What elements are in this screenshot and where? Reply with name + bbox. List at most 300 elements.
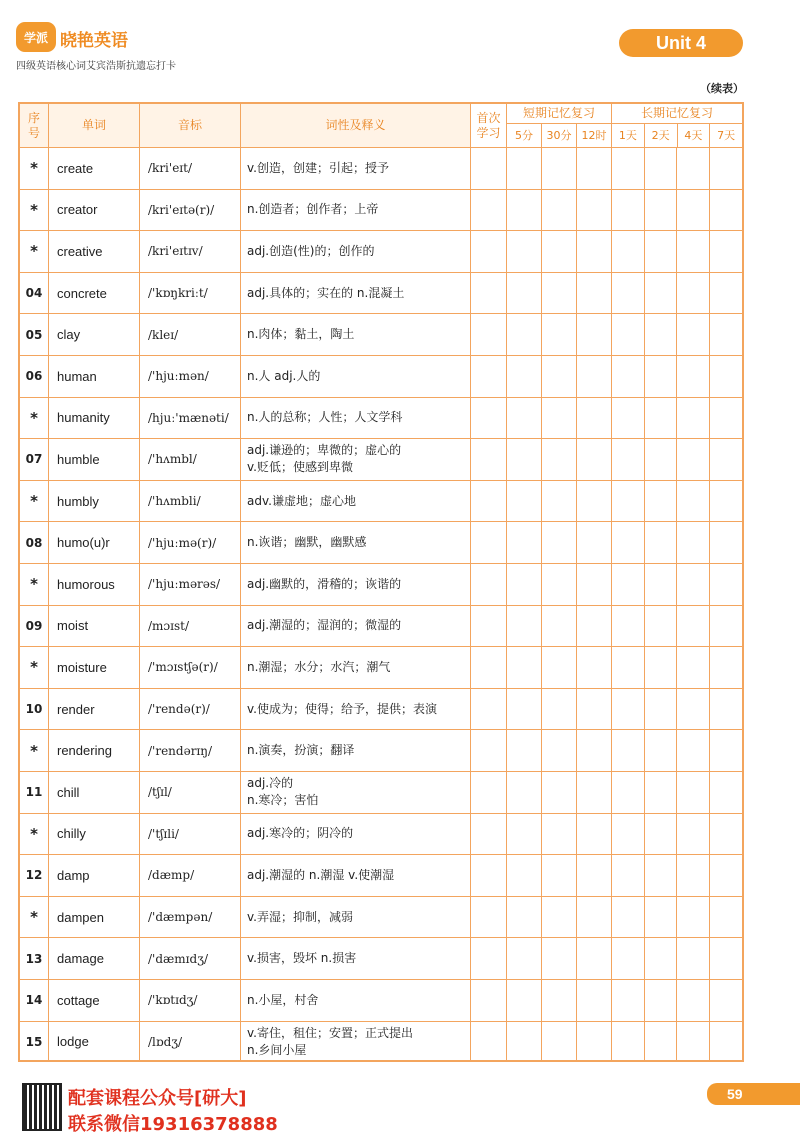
- review-checkbox-cell[interactable]: [677, 356, 710, 397]
- review-checkbox-cell[interactable]: [612, 356, 645, 397]
- review-checkbox-cell[interactable]: [612, 938, 645, 979]
- review-checkbox-cell[interactable]: [542, 356, 577, 397]
- review-checkbox-cell[interactable]: [645, 398, 678, 439]
- review-checkbox-cell[interactable]: [577, 314, 612, 355]
- review-checkbox-cell[interactable]: [507, 481, 542, 522]
- row-phonetic-text: /'rendə(r)/: [148, 702, 210, 717]
- review-checkbox-cell[interactable]: [677, 231, 710, 272]
- review-checkbox-cell[interactable]: [577, 398, 612, 439]
- review-checkbox-cell[interactable]: [507, 231, 542, 272]
- row-index: [20, 814, 49, 855]
- review-checkbox-cell[interactable]: [645, 481, 678, 522]
- definition-line: n.人的总称；人性；人文学科: [247, 410, 403, 425]
- review-checkbox-cell[interactable]: [677, 190, 710, 231]
- review-checkbox-cell[interactable]: [577, 1022, 612, 1063]
- review-checkbox-cell[interactable]: [471, 273, 507, 314]
- review-checkbox-cell[interactable]: [471, 647, 507, 688]
- page-number: 59: [707, 1083, 800, 1105]
- row-index-text: *: [30, 408, 38, 427]
- review-checkbox-cell[interactable]: [645, 814, 678, 855]
- review-checkbox-cell[interactable]: [645, 606, 678, 647]
- review-checkbox-cell[interactable]: [577, 980, 612, 1021]
- row-phonetic-text: /'hʌmbli/: [148, 494, 201, 509]
- review-checkbox-cell[interactable]: [710, 314, 743, 355]
- row-index-text: 10: [25, 702, 43, 717]
- definition-lines: [247, 938, 470, 979]
- review-checkbox-cell[interactable]: [710, 814, 743, 855]
- table-row: [20, 1021, 742, 1063]
- row-definition: [241, 481, 471, 522]
- review-checkbox-cell[interactable]: [612, 522, 645, 563]
- row-phonetic: [140, 231, 241, 272]
- row-definition: [241, 314, 471, 355]
- definition-lines: [247, 190, 470, 231]
- review-checkbox-cell[interactable]: [645, 1022, 678, 1063]
- row-definition: [241, 148, 471, 189]
- review-checkbox-cell[interactable]: [577, 481, 612, 522]
- row-index: [20, 689, 49, 730]
- review-checkbox-cell[interactable]: [577, 730, 612, 771]
- table-row: [20, 646, 742, 688]
- review-checkbox-cell[interactable]: [677, 481, 710, 522]
- row-index-text: *: [30, 575, 38, 594]
- review-checkbox-cell[interactable]: [645, 439, 678, 480]
- header-index-label: 序号: [27, 110, 40, 140]
- review-checkbox-cell[interactable]: [710, 398, 743, 439]
- row-phonetic-text: /tʃɪl/: [148, 785, 172, 800]
- review-checkbox-cell[interactable]: [507, 190, 542, 231]
- review-checkbox-cell[interactable]: [507, 980, 542, 1021]
- review-checkbox-cell[interactable]: [710, 1022, 743, 1063]
- row-word: [49, 1022, 140, 1063]
- review-checkbox-cell[interactable]: [542, 231, 577, 272]
- review-checkbox-cell[interactable]: [612, 647, 645, 688]
- row-phonetic-text: /'hjuːmərəs/: [148, 577, 221, 592]
- review-checkbox-cell[interactable]: [542, 772, 577, 813]
- review-checkbox-cell[interactable]: [677, 439, 710, 480]
- definition-line: n.演奏，扮演；翻译: [247, 743, 355, 758]
- review-checkbox-cell[interactable]: [577, 564, 612, 605]
- review-checkbox-cell[interactable]: [612, 897, 645, 938]
- review-checkbox-cell[interactable]: [507, 398, 542, 439]
- review-checkbox-cell[interactable]: [542, 439, 577, 480]
- review-checkbox-cell[interactable]: [645, 730, 678, 771]
- row-index-text: *: [30, 658, 38, 677]
- review-checkbox-cell[interactable]: [710, 190, 743, 231]
- review-checkbox-cell[interactable]: [507, 814, 542, 855]
- review-checkbox-cell[interactable]: [577, 356, 612, 397]
- review-checkbox-cell[interactable]: [677, 855, 710, 896]
- row-word: [49, 814, 140, 855]
- definition-line: n.乡间小屋: [247, 1042, 307, 1057]
- row-phonetic: [140, 730, 241, 771]
- definition-lines: [247, 647, 470, 688]
- review-checkbox-cell[interactable]: [542, 814, 577, 855]
- definition-line: adj.创造(性)的；创作的: [247, 243, 375, 258]
- review-checkbox-cell[interactable]: [677, 522, 710, 563]
- row-word: [49, 356, 140, 397]
- row-phonetic: [140, 148, 241, 189]
- review-checkbox-cell[interactable]: [677, 273, 710, 314]
- definition-lines: [247, 564, 470, 605]
- review-checkbox-cell[interactable]: [710, 522, 743, 563]
- header-long-review: [612, 104, 742, 147]
- review-checkbox-cell[interactable]: [677, 564, 710, 605]
- row-phonetic: [140, 980, 241, 1021]
- review-checkbox-cell[interactable]: [710, 730, 743, 771]
- review-checkbox-cell[interactable]: [710, 273, 743, 314]
- review-checkbox-cell[interactable]: [507, 148, 542, 189]
- row-word-text: humanity: [57, 410, 110, 426]
- review-checkbox-cell[interactable]: [507, 522, 542, 563]
- review-checkbox-cell[interactable]: [577, 938, 612, 979]
- review-checkbox-cell[interactable]: [507, 273, 542, 314]
- review-checkbox-cell[interactable]: [612, 481, 645, 522]
- row-phonetic: [140, 398, 241, 439]
- row-definition: [241, 398, 471, 439]
- row-index-text: 09: [25, 618, 43, 633]
- review-checkbox-cell[interactable]: [542, 148, 577, 189]
- row-index: [20, 273, 49, 314]
- review-checkbox-cell[interactable]: [645, 938, 678, 979]
- review-checkbox-cell[interactable]: [507, 564, 542, 605]
- review-checkbox-cell[interactable]: [471, 148, 507, 189]
- row-index: [20, 647, 49, 688]
- row-index-text: 06: [25, 369, 43, 384]
- definition-lines: [247, 855, 470, 896]
- review-checkbox-cell[interactable]: [577, 148, 612, 189]
- review-checkbox-cell[interactable]: [612, 980, 645, 1021]
- row-index: [20, 855, 49, 896]
- row-word-text: damp: [57, 867, 90, 883]
- header-first-study-line1: 首次: [476, 110, 501, 125]
- review-checkbox-cell[interactable]: [710, 148, 743, 189]
- row-phonetic-text: /kri'eɪt/: [148, 161, 192, 176]
- row-phonetic: [140, 855, 241, 896]
- definition-lines: [247, 356, 470, 397]
- review-checkbox-cell[interactable]: [645, 190, 678, 231]
- definition-line: v.贬低；使感到卑微: [247, 460, 353, 475]
- review-checkbox-cell[interactable]: [645, 897, 678, 938]
- review-checkbox-cell[interactable]: [612, 689, 645, 730]
- table-row: [20, 979, 742, 1021]
- review-checkbox-cell[interactable]: [677, 730, 710, 771]
- review-checkbox-cell[interactable]: [471, 481, 507, 522]
- review-checkbox-cell[interactable]: [710, 689, 743, 730]
- review-checkbox-cell[interactable]: [507, 855, 542, 896]
- review-checkbox-cell[interactable]: [542, 855, 577, 896]
- row-index-text: 12: [25, 868, 43, 883]
- review-checkbox-cell[interactable]: [577, 689, 612, 730]
- review-checkbox-cell[interactable]: [577, 897, 612, 938]
- review-checkbox-cell[interactable]: [677, 398, 710, 439]
- review-checkbox-cell[interactable]: [612, 730, 645, 771]
- review-checkbox-cell[interactable]: [471, 1022, 507, 1063]
- row-definition: [241, 439, 471, 480]
- row-phonetic: [140, 1022, 241, 1063]
- review-checkbox-cell[interactable]: [577, 439, 612, 480]
- row-word-text: concrete: [57, 285, 107, 301]
- definition-line: adj.冷的: [247, 776, 294, 791]
- definition-lines: [247, 439, 470, 480]
- review-checkbox-cell[interactable]: [677, 647, 710, 688]
- review-checkbox-cell[interactable]: [612, 231, 645, 272]
- review-checkbox-cell[interactable]: [645, 356, 678, 397]
- definition-lines: [247, 980, 470, 1021]
- review-checkbox-cell[interactable]: [471, 606, 507, 647]
- review-checkbox-cell[interactable]: [507, 897, 542, 938]
- review-checkbox-cell[interactable]: [471, 439, 507, 480]
- review-checkbox-cell[interactable]: [471, 897, 507, 938]
- row-word-text: damage: [57, 951, 104, 967]
- review-checkbox-cell[interactable]: [542, 273, 577, 314]
- definition-lines: [247, 148, 470, 189]
- review-checkbox-cell[interactable]: [542, 481, 577, 522]
- review-checkbox-cell[interactable]: [507, 647, 542, 688]
- row-phonetic: [140, 522, 241, 563]
- row-phonetic-text: /'hjuːmə(r)/: [148, 535, 217, 550]
- review-checkbox-cell[interactable]: [677, 606, 710, 647]
- review-checkbox-cell[interactable]: [710, 439, 743, 480]
- review-checkbox-cell[interactable]: [577, 814, 612, 855]
- review-checkbox-cell[interactable]: [471, 938, 507, 979]
- page-subtitle: 四级英语核心词艾宾浩斯抗遗忘打卡: [16, 61, 176, 72]
- definition-line: adj.潮湿的 n.潮湿 v.使潮湿: [247, 867, 395, 882]
- review-checkbox-cell[interactable]: [577, 522, 612, 563]
- review-checkbox-cell[interactable]: [471, 564, 507, 605]
- review-checkbox-cell[interactable]: [612, 398, 645, 439]
- review-checkbox-cell[interactable]: [471, 814, 507, 855]
- review-checkbox-cell[interactable]: [710, 481, 743, 522]
- review-checkbox-cell[interactable]: [542, 980, 577, 1021]
- review-checkbox-cell[interactable]: [577, 855, 612, 896]
- row-phonetic-text: /kri'eɪtɪv/: [148, 244, 203, 259]
- table-row: [20, 771, 742, 813]
- row-phonetic-text: /kri'eɪtə(r)/: [148, 202, 215, 217]
- review-checkbox-cell[interactable]: [612, 273, 645, 314]
- review-checkbox-cell[interactable]: [612, 814, 645, 855]
- review-checkbox-cell[interactable]: [542, 647, 577, 688]
- row-word-text: humble: [57, 451, 100, 467]
- review-checkbox-cell[interactable]: [471, 522, 507, 563]
- review-checkbox-cell[interactable]: [542, 564, 577, 605]
- row-phonetic-text: /'kɒŋkriːt/: [148, 286, 208, 301]
- review-checkbox-cell[interactable]: [645, 273, 678, 314]
- definition-line: v.创造，创建；引起；授予: [247, 160, 389, 175]
- row-phonetic: [140, 689, 241, 730]
- row-index: [20, 190, 49, 231]
- review-checkbox-cell[interactable]: [507, 938, 542, 979]
- footer-promo-line1: 配套课程公众号[研大]: [68, 1088, 247, 1109]
- review-checkbox-cell[interactable]: [645, 980, 678, 1021]
- review-checkbox-cell[interactable]: [542, 938, 577, 979]
- row-phonetic: [140, 273, 241, 314]
- review-checkbox-cell[interactable]: [542, 1022, 577, 1063]
- review-checkbox-cell[interactable]: [677, 1022, 710, 1063]
- row-phonetic-text: /'dæmpən/: [148, 910, 213, 925]
- row-word: [49, 938, 140, 979]
- review-checkbox-cell[interactable]: [677, 814, 710, 855]
- row-index-text: 04: [25, 286, 43, 301]
- review-checkbox-cell[interactable]: [645, 148, 678, 189]
- review-checkbox-cell[interactable]: [577, 772, 612, 813]
- review-checkbox-cell[interactable]: [612, 439, 645, 480]
- table-row: [20, 397, 742, 439]
- header-word: [49, 104, 140, 147]
- review-checkbox-cell[interactable]: [645, 231, 678, 272]
- review-checkbox-cell[interactable]: [542, 689, 577, 730]
- review-checkbox-cell[interactable]: [507, 314, 542, 355]
- review-checkbox-cell[interactable]: [645, 522, 678, 563]
- review-checkbox-cell[interactable]: [471, 855, 507, 896]
- review-checkbox-cell[interactable]: [507, 606, 542, 647]
- review-checkbox-cell[interactable]: [507, 1022, 542, 1063]
- review-checkbox-cell[interactable]: [612, 564, 645, 605]
- review-checkbox-cell[interactable]: [645, 647, 678, 688]
- row-index-text: 11: [25, 785, 43, 800]
- review-checkbox-cell[interactable]: [710, 606, 743, 647]
- review-checkbox-cell[interactable]: [542, 606, 577, 647]
- review-checkbox-cell[interactable]: [542, 314, 577, 355]
- row-index-text: *: [30, 242, 38, 261]
- review-checkbox-cell[interactable]: [471, 772, 507, 813]
- review-checkbox-cell[interactable]: [677, 689, 710, 730]
- review-checkbox-cell[interactable]: [677, 314, 710, 355]
- row-definition: [241, 564, 471, 605]
- row-word-text: cottage: [57, 992, 100, 1008]
- footer-promo-line2: 联系微信19316378888: [68, 1114, 278, 1135]
- row-definition: [241, 647, 471, 688]
- short-col-5min: 5分: [507, 124, 542, 147]
- row-word: [49, 398, 140, 439]
- brand-name: 晓艳英语: [60, 31, 128, 51]
- review-checkbox-cell[interactable]: [577, 190, 612, 231]
- table-row: [20, 813, 742, 855]
- header-phonetic: [140, 104, 241, 147]
- row-phonetic-text: /'mɔɪstʃə(r)/: [148, 660, 218, 675]
- definition-line: adj.谦逊的；卑微的；虚心的: [247, 443, 402, 458]
- row-word-text: creator: [57, 202, 98, 218]
- review-checkbox-cell[interactable]: [612, 606, 645, 647]
- review-checkbox-cell[interactable]: [542, 897, 577, 938]
- row-index-text: 14: [25, 993, 43, 1008]
- review-checkbox-cell[interactable]: [471, 980, 507, 1021]
- review-checkbox-cell[interactable]: [612, 1022, 645, 1063]
- row-word-text: dampen: [57, 909, 104, 925]
- review-checkbox-cell[interactable]: [507, 772, 542, 813]
- review-checkbox-cell[interactable]: [645, 772, 678, 813]
- row-definition: [241, 231, 471, 272]
- definition-line: n.诙谐；幽默，幽默感: [247, 535, 367, 550]
- review-checkbox-cell[interactable]: [471, 190, 507, 231]
- row-index-text: *: [30, 908, 38, 927]
- review-checkbox-cell[interactable]: [471, 689, 507, 730]
- review-checkbox-cell[interactable]: [471, 398, 507, 439]
- review-checkbox-cell[interactable]: [645, 689, 678, 730]
- review-checkbox-cell[interactable]: [542, 522, 577, 563]
- review-checkbox-cell[interactable]: [507, 689, 542, 730]
- logo-text: 学派: [23, 30, 48, 45]
- review-checkbox-cell[interactable]: [645, 314, 678, 355]
- review-checkbox-cell[interactable]: [471, 730, 507, 771]
- review-checkbox-cell[interactable]: [677, 938, 710, 979]
- review-checkbox-cell[interactable]: [507, 439, 542, 480]
- review-checkbox-cell[interactable]: [507, 356, 542, 397]
- review-checkbox-cell[interactable]: [507, 730, 542, 771]
- review-checkbox-cell[interactable]: [612, 772, 645, 813]
- review-checkbox-cell[interactable]: [710, 772, 743, 813]
- row-word: [49, 689, 140, 730]
- row-word-text: lodge: [57, 1034, 89, 1050]
- review-checkbox-cell[interactable]: [677, 980, 710, 1021]
- header-definition-label: 词性及释义: [325, 118, 386, 132]
- definition-line: adj.幽默的，滑稽的；诙谐的: [247, 576, 402, 591]
- review-checkbox-cell[interactable]: [710, 855, 743, 896]
- row-index-text: 07: [25, 452, 43, 467]
- review-checkbox-cell[interactable]: [710, 231, 743, 272]
- review-checkbox-cell[interactable]: [710, 938, 743, 979]
- review-checkbox-cell[interactable]: [542, 190, 577, 231]
- row-phonetic: [140, 814, 241, 855]
- row-word-text: humo(u)r: [57, 535, 110, 551]
- review-checkbox-cell[interactable]: [612, 148, 645, 189]
- row-definition: [241, 980, 471, 1021]
- qr-code-icon: [22, 1083, 62, 1131]
- definition-lines: [247, 897, 470, 938]
- review-checkbox-cell[interactable]: [710, 356, 743, 397]
- row-word: [49, 855, 140, 896]
- table-row: [20, 896, 742, 938]
- row-word: [49, 730, 140, 771]
- definition-lines: [247, 314, 470, 355]
- definition-line: v.弄湿；抑制，减弱: [247, 909, 353, 924]
- table-row: [20, 230, 742, 272]
- definition-lines: [247, 231, 470, 272]
- row-word-text: humbly: [57, 493, 99, 509]
- review-checkbox-cell[interactable]: [645, 564, 678, 605]
- review-checkbox-cell[interactable]: [542, 398, 577, 439]
- row-index: [20, 897, 49, 938]
- review-checkbox-cell[interactable]: [577, 647, 612, 688]
- table-row: [20, 355, 742, 397]
- review-checkbox-cell[interactable]: [710, 647, 743, 688]
- review-checkbox-cell[interactable]: [542, 730, 577, 771]
- table-header-row: [20, 104, 742, 147]
- review-checkbox-cell[interactable]: [677, 897, 710, 938]
- review-checkbox-cell[interactable]: [577, 606, 612, 647]
- row-definition: [241, 1022, 471, 1063]
- review-checkbox-cell[interactable]: [471, 356, 507, 397]
- review-checkbox-cell[interactable]: [612, 314, 645, 355]
- review-checkbox-cell[interactable]: [645, 855, 678, 896]
- review-checkbox-cell[interactable]: [710, 564, 743, 605]
- review-checkbox-cell[interactable]: [710, 897, 743, 938]
- review-checkbox-cell[interactable]: [710, 980, 743, 1021]
- review-checkbox-cell[interactable]: [677, 772, 710, 813]
- review-checkbox-cell[interactable]: [612, 855, 645, 896]
- review-checkbox-cell[interactable]: [471, 231, 507, 272]
- review-checkbox-cell[interactable]: [577, 273, 612, 314]
- review-checkbox-cell[interactable]: [577, 231, 612, 272]
- definition-lines: [247, 1022, 470, 1063]
- review-checkbox-cell[interactable]: [612, 190, 645, 231]
- row-phonetic: [140, 439, 241, 480]
- row-phonetic-text: /'tʃɪli/: [148, 826, 179, 841]
- review-checkbox-cell[interactable]: [677, 148, 710, 189]
- review-checkbox-cell[interactable]: [471, 314, 507, 355]
- row-definition: [241, 772, 471, 813]
- table-row: [20, 480, 742, 522]
